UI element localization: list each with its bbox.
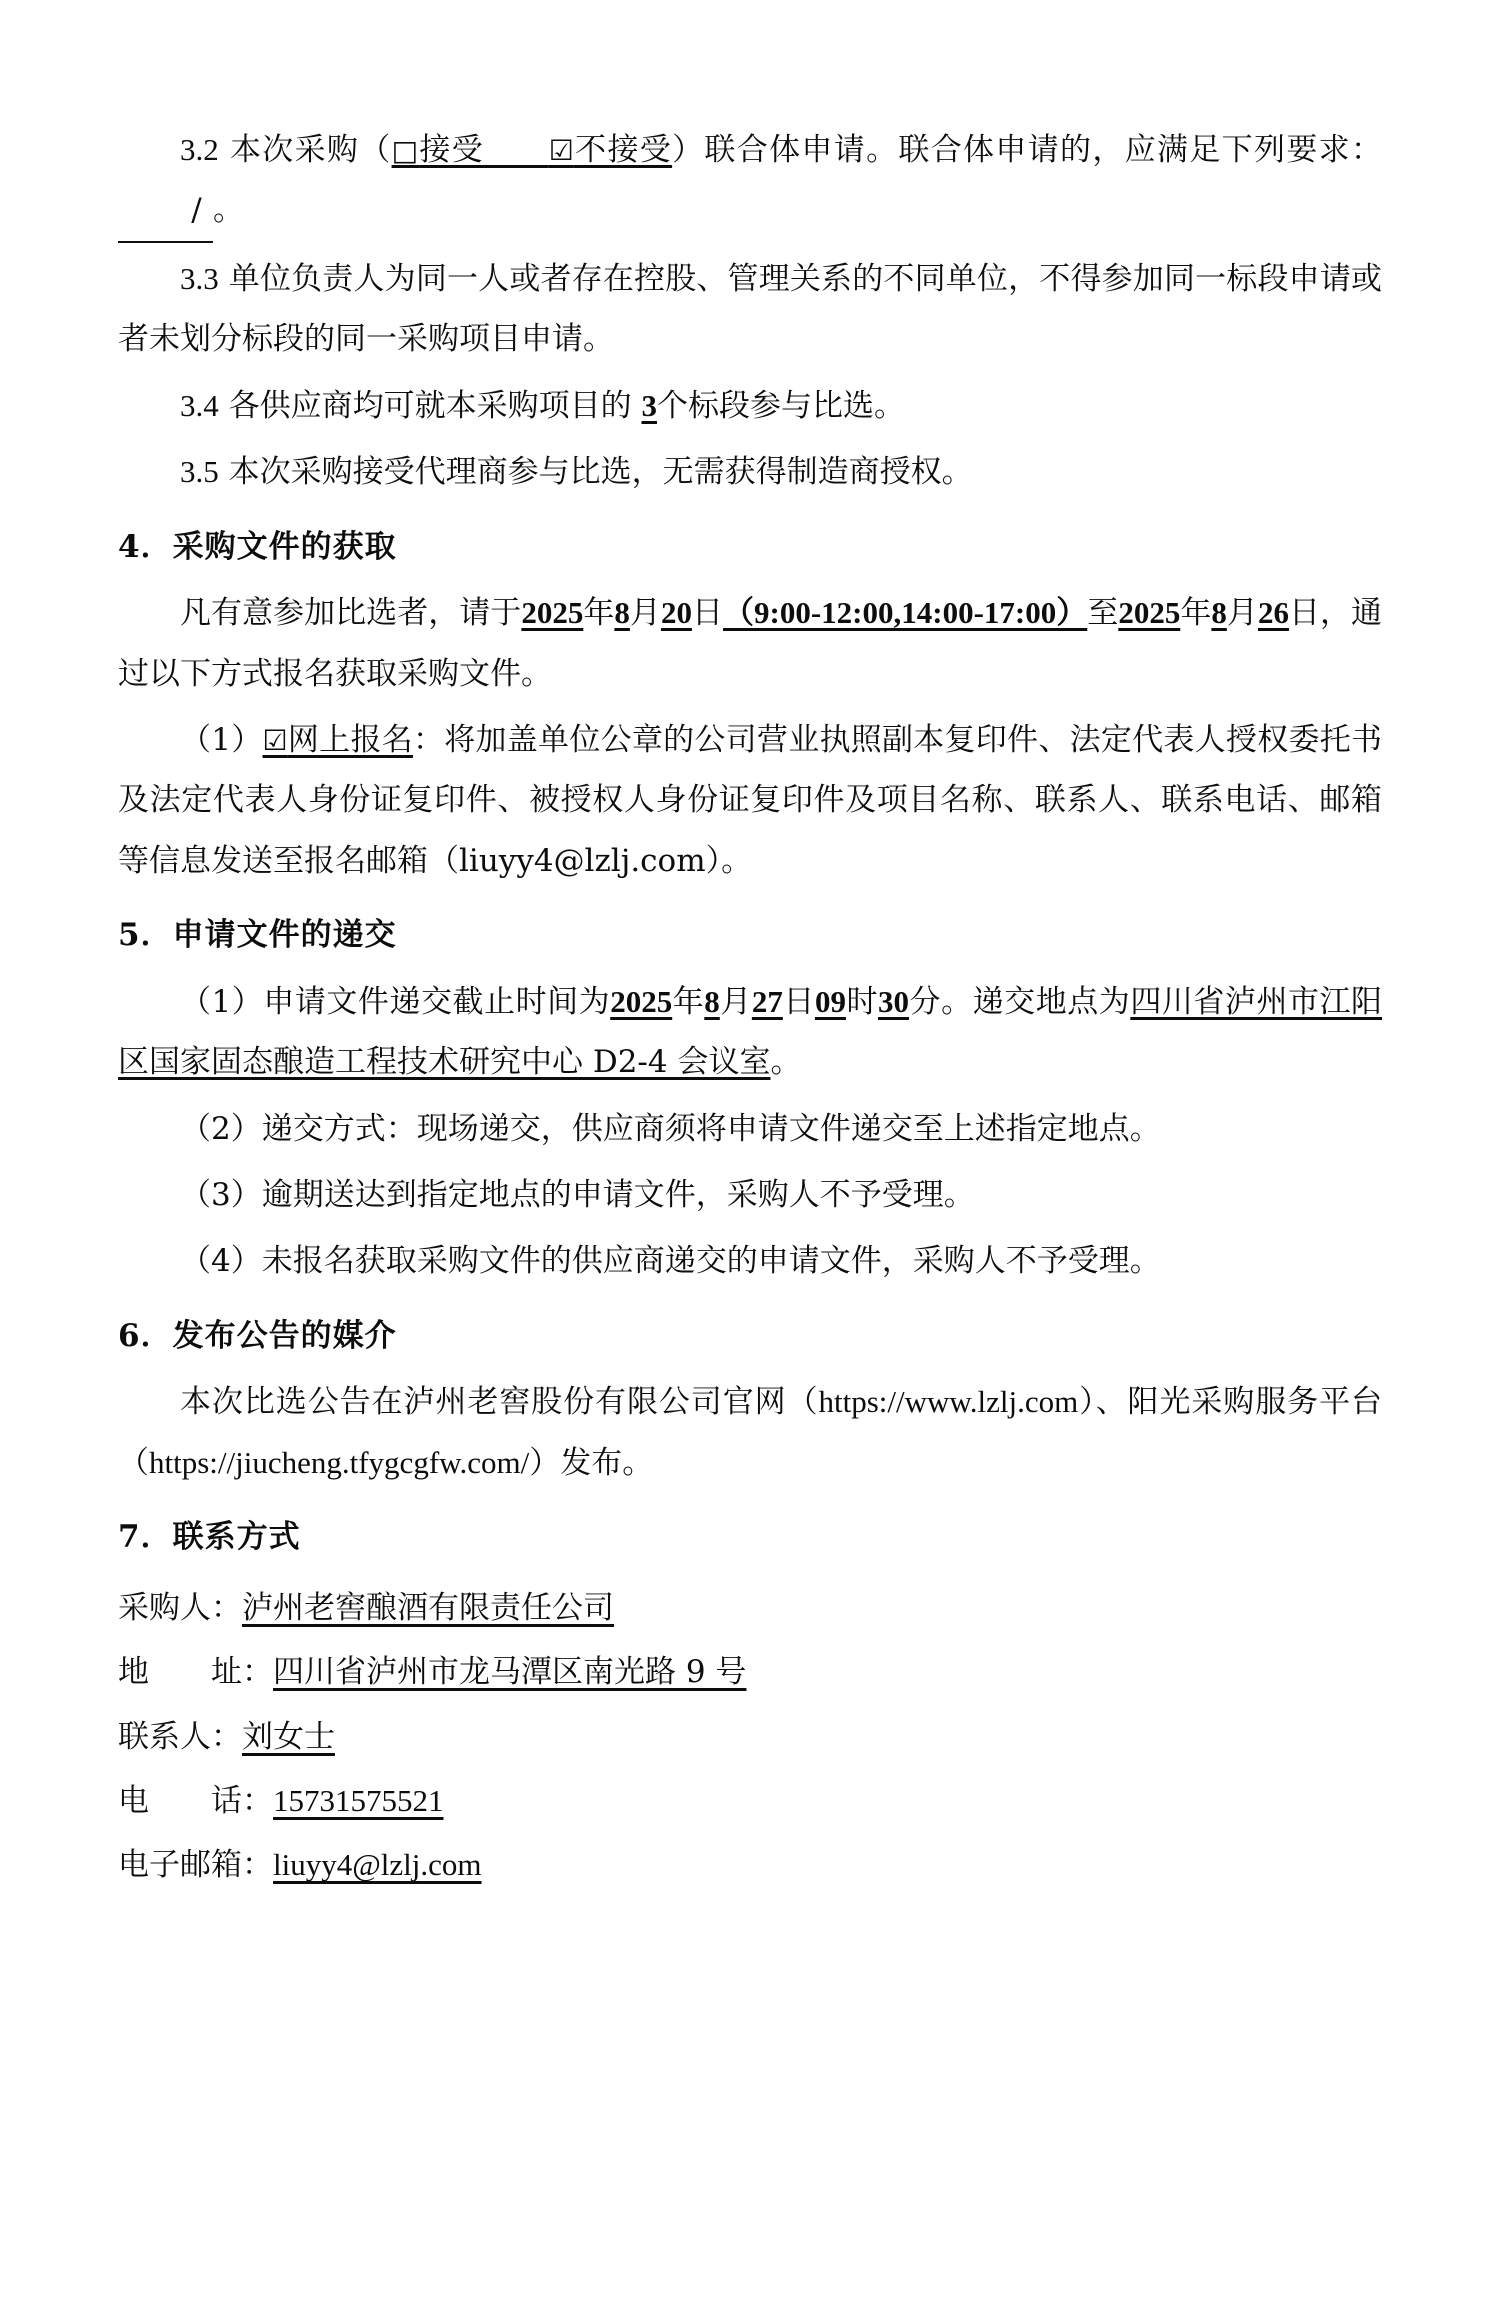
section-number: 6．	[118, 1317, 173, 1354]
section-6-paragraph	[118, 1372, 1382, 1493]
unit-day-2: 日	[1288, 595, 1320, 632]
clause-number: 3.2	[180, 132, 219, 167]
section-number: 4．	[118, 528, 173, 565]
section-title: 申请文件的递交	[172, 917, 397, 954]
unit-year-2: 年	[1180, 595, 1212, 632]
option-not-accept-label: 不接受	[573, 132, 673, 168]
deadline-day: 27	[751, 983, 783, 1019]
section-4-paragraph	[118, 583, 1382, 704]
start-day: 20	[660, 595, 692, 631]
checkbox-checked-icon[interactable]: ☑	[548, 134, 574, 167]
section-5-item-3: （3）逾期送达到指定地点的申请文件，采购人不予受理。	[180, 1177, 975, 1213]
item-prefix: （1）	[180, 983, 264, 1020]
document-body	[118, 120, 1382, 1896]
time-range: （9:00-12:00,14:00-17:00）	[723, 595, 1088, 631]
clause-number: 3.3	[180, 260, 219, 296]
unit-month-2: 月	[1226, 595, 1258, 632]
unit-month: 月	[629, 595, 661, 632]
contact-value[interactable]: liuyy4@lzlj.com	[273, 1847, 482, 1883]
submission-deadline-text: 申请文件递交截止时间为	[263, 983, 611, 1020]
clause-text-before: 各供应商均可就本采购项目的	[228, 387, 632, 424]
contact-value: 四川省泸州市龙马潭区南光路 9 号	[273, 1654, 747, 1691]
item-prefix: （1）	[180, 721, 263, 758]
section-title: 联系方式	[172, 1519, 301, 1556]
start-month: 8	[614, 595, 630, 631]
section-number: 7．	[118, 1519, 173, 1556]
section-title: 发布公告的媒介	[172, 1317, 397, 1354]
section-6-heading	[118, 1306, 1382, 1366]
deadline-hour: 09	[814, 983, 846, 1019]
section-number: 5．	[118, 917, 173, 954]
item1-end: 。	[770, 1044, 802, 1081]
contact-label: 电 话：	[118, 1782, 273, 1819]
unit-day: 日	[691, 595, 723, 632]
contact-label: 地 址：	[118, 1654, 273, 1691]
section-5-item-1	[118, 972, 1382, 1093]
unit-hour: 时	[845, 983, 879, 1020]
clause-text-after: 个标段参与比选。	[656, 387, 905, 424]
clause-text-before: 本次采购（	[229, 132, 392, 168]
submission-location-value: 四川省泸州市江阳区国家固态酿造工程技术研究中心 D2-4 会议室	[118, 983, 1383, 1081]
online-registration-text: ：将加盖单位公章的公司营业执照副本复印件、法定代表人授权委托书及法定代表人身份证复印件、被授权人身份证复印件及项目名称、联系人、联系电话、邮箱等信息发送至报名邮箱（liuyy4@lzlj.com）。	[118, 721, 1382, 879]
procurement-platform-link[interactable]: https://jiucheng.tfygcgfw.com/	[149, 1444, 530, 1480]
end-year: 2025	[1118, 595, 1181, 631]
end-day: 26	[1257, 595, 1289, 631]
contact-value: 刘女士	[242, 1718, 335, 1755]
acquire-text-part2: ，通过以下方式报名获取采购文件。	[118, 595, 1383, 692]
deadline-month: 8	[704, 983, 720, 1019]
media-text-mid: ）、阳光采购服务平台（	[118, 1384, 1382, 1481]
contact-row-address	[118, 1642, 1382, 1702]
section-7-heading	[118, 1507, 1382, 1567]
clause-text-after: ）联合体申请。联合体申请的，应满足下列要求：	[672, 132, 1382, 168]
media-text-after: ）发布。	[529, 1444, 654, 1481]
contact-row-purchaser	[118, 1578, 1382, 1638]
contact-value: 泸州老窖酿酒有限责任公司	[242, 1589, 614, 1626]
joint-requirement-blank: /	[118, 180, 213, 242]
contact-row-person	[118, 1707, 1382, 1767]
unit-day: 日	[782, 983, 815, 1020]
clause-number: 3.5	[180, 454, 219, 490]
deadline-minute: 30	[878, 983, 910, 1019]
clause-3-3	[118, 249, 1382, 370]
clause-3-2	[118, 120, 1382, 243]
option-accept-label: 接受	[419, 132, 485, 168]
contact-label: 电子邮箱：	[118, 1847, 273, 1884]
section-4-heading	[118, 517, 1382, 577]
clause-text-end: 。	[213, 192, 244, 229]
unit-month: 月	[719, 983, 752, 1020]
official-website-link[interactable]: https://www.lzlj.com	[818, 1384, 1079, 1420]
submission-location-text: 。递交地点为	[941, 983, 1131, 1020]
clause-text: 单位负责人为同一人或者存在控股、管理关系的不同单位，不得参加同一标段申请或者未划分标段的同一采购项目申请。	[118, 260, 1382, 358]
media-text-before: 本次比选公告在泸州老窖股份有限公司官网（	[180, 1384, 819, 1421]
contact-list	[118, 1578, 1382, 1896]
section-title: 采购文件的获取	[172, 528, 397, 565]
acquire-text-part1: 凡有意参加比选者，请于	[180, 595, 522, 632]
lot-count-value: 3	[641, 387, 657, 423]
unit-year: 年	[583, 595, 615, 632]
unit-year: 年	[672, 983, 705, 1020]
start-year: 2025	[521, 595, 584, 631]
contact-row-email	[118, 1835, 1382, 1895]
section-5-item-2: （2）递交方式：现场递交，供应商须将申请文件递交至上述指定地点。	[180, 1110, 1161, 1147]
section-4-item-1	[118, 710, 1382, 891]
contact-value: 15731575521	[273, 1782, 444, 1818]
contact-label: 采购人：	[118, 1589, 242, 1626]
contact-label: 联系人：	[118, 1718, 242, 1755]
clause-text: 本次采购接受代理商参与比选，无需获得制造商授权。	[228, 454, 973, 491]
online-registration-label: 网上报名	[287, 721, 413, 758]
clause-3-4	[118, 376, 1382, 436]
deadline-year: 2025	[610, 983, 673, 1019]
to-word: 至	[1087, 595, 1119, 632]
section-5-heading	[118, 905, 1382, 965]
clause-3-5	[118, 442, 1382, 502]
checkbox-unchecked-icon[interactable]: □	[391, 134, 420, 167]
joint-application-options	[392, 132, 673, 168]
contact-row-phone	[118, 1771, 1382, 1831]
clause-number: 3.4	[180, 387, 219, 423]
checkbox-online-registration-icon[interactable]: ☑	[262, 723, 288, 757]
section-5-item-4: （4）未报名获取采购文件的供应商递交的申请文件，采购人不予受理。	[180, 1243, 1161, 1280]
end-month: 8	[1211, 595, 1227, 631]
unit-minute: 分	[909, 983, 942, 1020]
